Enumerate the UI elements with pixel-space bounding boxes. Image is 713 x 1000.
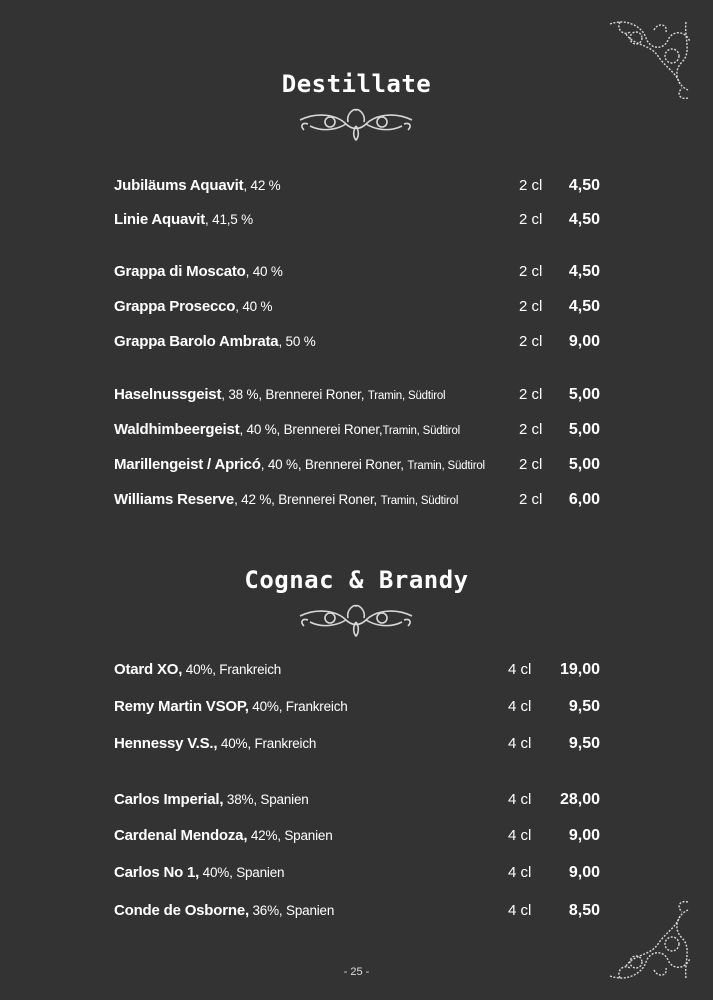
menu-item (114, 261, 600, 283)
item-quantity: 2 cl (519, 421, 543, 438)
item-quantity: 4 cl (508, 735, 532, 752)
item-price: 9,00 (568, 333, 600, 350)
item-quantity: 4 cl (508, 864, 532, 881)
menu-item (114, 733, 600, 755)
item-detail: , 38 %, Brennerei Roner, (221, 387, 368, 402)
item-detail-small: Tramin, Südtirol (380, 495, 459, 507)
item-name: Jubiläums Aquavit (114, 177, 244, 194)
item-detail: , 50 % (278, 334, 316, 349)
item-detail: , 42 %, Brennerei Roner, (234, 492, 381, 507)
item-quantity: 2 cl (519, 456, 543, 473)
item-price: 28,00 (559, 791, 600, 808)
item-price: 4,50 (568, 263, 600, 280)
section-title-destillate: Destillate (281, 70, 432, 98)
item-name: Remy Martin VSOP, (114, 698, 249, 715)
menu-item (114, 825, 600, 847)
item-price: 5,00 (568, 456, 600, 473)
item-detail: 40%, Spanien (199, 865, 285, 880)
item-price: 9,50 (568, 698, 600, 715)
menu-item (114, 384, 600, 406)
item-detail: , 40 %, Brennerei Roner, (260, 457, 408, 472)
item-name: Conde de Osborne, (114, 902, 249, 919)
item-name: Linie Aquavit (114, 211, 206, 228)
item-price: 9,00 (568, 827, 600, 844)
item-name: Williams Reserve (114, 491, 235, 508)
item-quantity: 2 cl (519, 263, 543, 280)
item-price: 19,00 (559, 661, 600, 678)
item-quantity: 4 cl (508, 902, 532, 919)
item-price: 4,50 (568, 211, 600, 228)
item-quantity: 4 cl (508, 661, 532, 678)
item-quantity: 2 cl (519, 298, 543, 315)
item-detail: , 41,5 % (205, 212, 253, 227)
item-name: Carlos Imperial, (114, 791, 224, 808)
page-number: - 25 - (343, 966, 370, 978)
item-name: Hennessy V.S., (114, 735, 218, 752)
item-detail: , 40 % (235, 299, 273, 314)
scroll-flourish-icon (296, 602, 416, 638)
item-detail: 40%, Frankreich (217, 736, 317, 751)
menu-item (114, 900, 600, 922)
scroll-flourish-icon (296, 106, 416, 142)
item-name: Grappa Prosecco (114, 298, 236, 315)
item-detail: , 42 % (243, 178, 281, 193)
item-quantity: 2 cl (519, 333, 543, 350)
menu-item (114, 659, 600, 681)
menu-item (114, 789, 600, 811)
menu-item (114, 296, 600, 318)
menu-item (114, 862, 600, 884)
item-quantity: 4 cl (508, 791, 532, 808)
menu-item (114, 331, 600, 353)
item-detail-small: Tramin, Südtirol (407, 460, 485, 472)
menu-item (114, 454, 600, 476)
item-name: Cardenal Mendoza, (114, 827, 248, 844)
menu-item (114, 419, 600, 441)
item-detail: 40%, Frankreich (248, 699, 348, 714)
item-detail: 38%, Spanien (223, 792, 309, 807)
item-name: Grappa Barolo Ambrata (114, 333, 279, 350)
menu-item (114, 175, 600, 197)
item-name: Waldhimbeergeist (114, 421, 240, 438)
item-detail: 40%, Frankreich (182, 662, 282, 677)
item-detail-small: Tramin, Südtirol (367, 390, 446, 402)
item-price: 9,00 (568, 864, 600, 881)
item-price: 9,50 (568, 735, 600, 752)
item-quantity: 2 cl (519, 491, 543, 508)
item-price: 8,50 (568, 902, 600, 919)
item-price: 4,50 (568, 177, 600, 194)
item-quantity: 4 cl (508, 827, 532, 844)
item-name: Grappa di Moscato (114, 263, 246, 280)
item-detail: , 40 %, Brennerei Roner, (239, 422, 383, 437)
item-detail-small: Tramin, Südtirol (382, 425, 461, 437)
item-price: 4,50 (568, 298, 600, 315)
item-detail: , 40 % (245, 264, 283, 279)
item-detail: 42%, Spanien (247, 828, 333, 843)
item-name: Marillengeist / Apricó (114, 456, 261, 473)
item-quantity: 4 cl (508, 698, 532, 715)
item-name: Carlos No 1, (114, 864, 200, 881)
section-title-cognac-brandy: Cognac & Brandy (244, 566, 469, 594)
item-price: 5,00 (568, 386, 600, 403)
item-quantity: 2 cl (519, 211, 543, 228)
item-detail: 36%, Spanien (248, 903, 335, 918)
item-name: Haselnussgeist (114, 386, 222, 403)
menu-item (114, 209, 600, 231)
item-name: Otard XO, (114, 661, 183, 678)
menu-item (114, 696, 600, 718)
item-price: 5,00 (568, 421, 600, 438)
item-quantity: 2 cl (519, 177, 543, 194)
item-price: 6,00 (568, 491, 600, 508)
item-quantity: 2 cl (519, 386, 543, 403)
menu-item (114, 489, 600, 511)
